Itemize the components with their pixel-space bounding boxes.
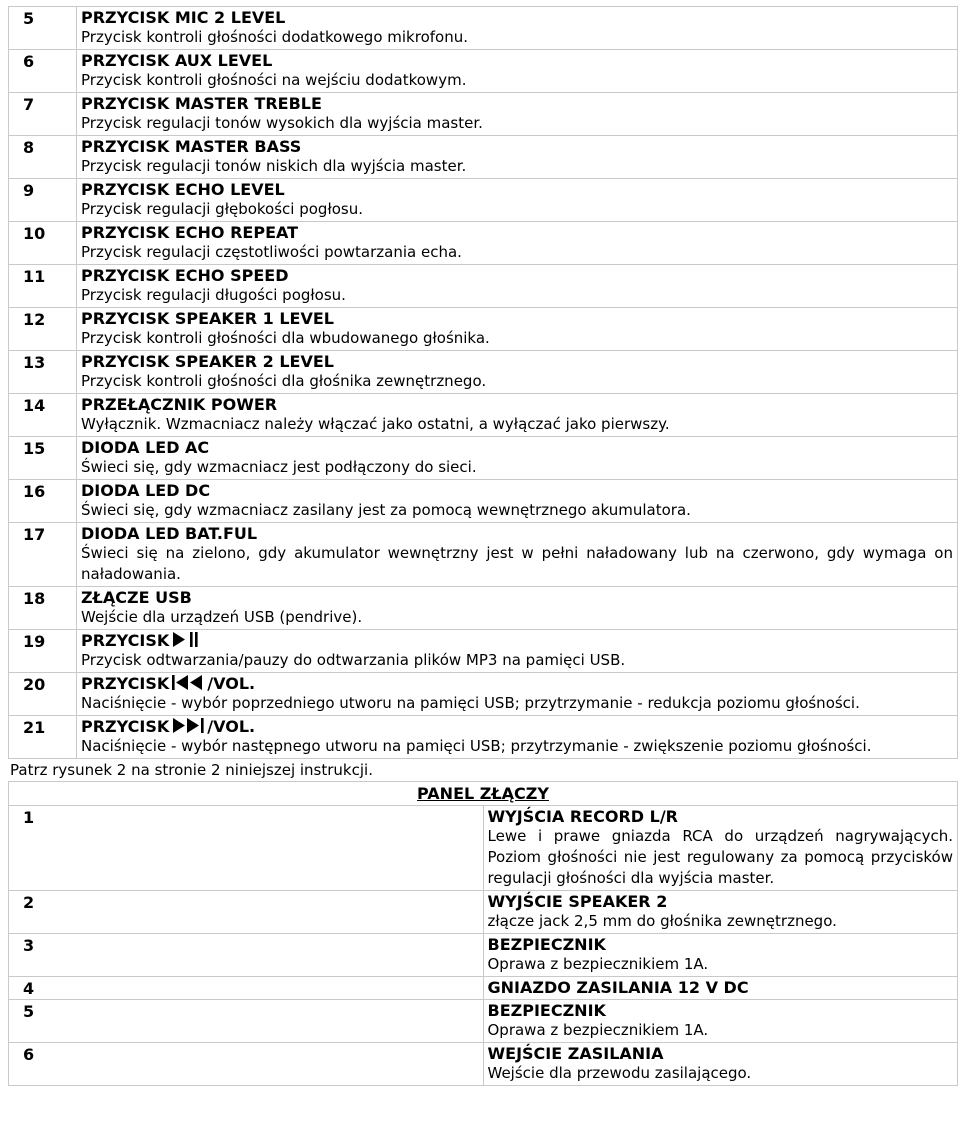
next-track-icon — [171, 717, 205, 734]
item-description: Wyłącznik. Wzmacniacz należy włączać jako ostatni, a wyłączać jako pierwszy. — [81, 415, 670, 433]
item-body — [483, 1043, 958, 1086]
item-title — [81, 717, 953, 736]
item-title: DIODA LED AC — [81, 438, 210, 457]
item-number: 17 — [9, 523, 77, 587]
item-number: 4 — [9, 977, 484, 1000]
item-description: Przycisk regulacji tonów niskich dla wyjścia master. — [81, 157, 467, 175]
item-body — [483, 1000, 958, 1043]
item-title: PRZYCISK SPEAKER 1 LEVEL — [81, 309, 334, 328]
item-body — [77, 630, 958, 673]
connectors-row — [9, 891, 958, 934]
item-body — [483, 806, 958, 891]
item-body — [77, 179, 958, 222]
item-number: 11 — [9, 265, 77, 308]
item-title-suffix: /VOL. — [207, 674, 256, 693]
connectors-row — [9, 806, 958, 891]
item-body — [77, 308, 958, 351]
item-body — [77, 716, 958, 759]
item-title: ZŁĄCZE USB — [81, 588, 192, 607]
play-pause-icon — [171, 631, 201, 648]
item-body — [77, 437, 958, 480]
item-number: 6 — [9, 1043, 484, 1086]
item-number: 8 — [9, 136, 77, 179]
item-number: 3 — [9, 934, 484, 977]
item-title: BEZPIECZNIK — [487, 1001, 606, 1020]
item-description: Świeci się na zielono, gdy akumulator wewnętrzny jest w pełni naładowany lub na czerwono, gdy wymaga on naładowania. — [81, 544, 953, 583]
item-body — [77, 93, 958, 136]
item-description: Oprawa z bezpiecznikiem 1A. — [487, 955, 709, 973]
controls-row — [9, 265, 958, 308]
item-title-prefix: PRZYCISK — [81, 631, 170, 650]
item-body — [77, 136, 958, 179]
controls-table — [8, 6, 958, 759]
item-body — [483, 934, 958, 977]
item-title-prefix: PRZYCISK — [81, 674, 170, 693]
figure-reference-note — [8, 760, 958, 781]
connectors-row — [9, 977, 958, 1000]
item-description: Lewe i prawe gniazda RCA do urządzeń nagrywających. Poziom głośności nie jest regulowany za pomocą przycisków regulacji głośności dla wyjścia master. — [487, 827, 953, 887]
controls-row — [9, 50, 958, 93]
item-number: 1 — [9, 806, 484, 891]
item-description: złącze jack 2,5 mm do głośnika zewnętrznego. — [487, 912, 837, 930]
item-title: DIODA LED DC — [81, 481, 211, 500]
item-title — [81, 631, 953, 650]
connectors-row — [9, 1043, 958, 1086]
controls-row — [9, 587, 958, 630]
controls-row — [9, 179, 958, 222]
item-title: DIODA LED BAT.FUL — [81, 524, 258, 543]
item-number: 14 — [9, 394, 77, 437]
item-title: PRZYCISK ECHO LEVEL — [81, 180, 285, 199]
controls-table-body — [9, 7, 958, 759]
item-number: 10 — [9, 222, 77, 265]
item-body — [77, 265, 958, 308]
controls-row — [9, 93, 958, 136]
item-title: BEZPIECZNIK — [487, 935, 606, 954]
item-number: 5 — [9, 7, 77, 50]
item-body — [77, 222, 958, 265]
note-text: Patrz rysunek 2 na stronie 2 niniejszej instrukcji. — [10, 761, 373, 779]
item-title: PRZEŁĄCZNIK POWER — [81, 395, 278, 414]
item-body — [77, 7, 958, 50]
connectors-row — [9, 1000, 958, 1043]
item-body — [77, 587, 958, 630]
item-body — [483, 891, 958, 934]
controls-row — [9, 523, 958, 587]
item-body — [483, 977, 958, 1000]
connectors-table — [8, 781, 958, 1086]
item-title: PRZYCISK AUX LEVEL — [81, 51, 273, 70]
item-description: Naciśnięcie - wybór następnego utworu na pamięci USB; przytrzymanie - zwiększenie poziomu głośności. — [81, 737, 872, 755]
item-number: 2 — [9, 891, 484, 934]
item-number: 6 — [9, 50, 77, 93]
item-number: 18 — [9, 587, 77, 630]
item-title-prefix: PRZYCISK — [81, 717, 170, 736]
item-title — [81, 674, 953, 693]
controls-row — [9, 308, 958, 351]
item-body — [77, 673, 958, 716]
item-title: GNIAZDO ZASILANIA 12 V DC — [487, 978, 749, 997]
item-number: 9 — [9, 179, 77, 222]
item-number: 20 — [9, 673, 77, 716]
item-description: Przycisk regulacji częstotliwości powtarzania echa. — [81, 243, 462, 261]
item-description: Przycisk kontroli głośności dodatkowego mikrofonu. — [81, 28, 468, 46]
item-number: 19 — [9, 630, 77, 673]
item-description: Przycisk odtwarzania/pauzy do odtwarzania plików MP3 na pamięci USB. — [81, 651, 626, 669]
controls-row — [9, 716, 958, 759]
item-number: 15 — [9, 437, 77, 480]
controls-row — [9, 673, 958, 716]
item-number: 21 — [9, 716, 77, 759]
item-description: Wejście dla przewodu zasilającego. — [487, 1064, 752, 1082]
item-body — [77, 523, 958, 587]
controls-row — [9, 222, 958, 265]
controls-row — [9, 480, 958, 523]
controls-row — [9, 437, 958, 480]
item-body — [77, 351, 958, 394]
item-title: WEJŚCIE ZASILANIA — [487, 1044, 664, 1063]
controls-row — [9, 394, 958, 437]
item-description: Świeci się, gdy wzmacniacz zasilany jest za pomocą wewnętrznego akumulatora. — [81, 501, 691, 519]
controls-row — [9, 7, 958, 50]
item-body — [77, 394, 958, 437]
item-description: Naciśnięcie - wybór poprzedniego utworu na pamięci USB; przytrzymanie - redukcja poziomu głośności. — [81, 694, 860, 712]
item-title: WYJŚCIE SPEAKER 2 — [487, 892, 668, 911]
manual-page — [8, 6, 958, 1086]
item-number: 5 — [9, 1000, 484, 1043]
item-title: PRZYCISK ECHO REPEAT — [81, 223, 299, 242]
connectors-heading: PANEL ZŁĄCZY — [9, 782, 958, 806]
controls-row — [9, 136, 958, 179]
item-number: 16 — [9, 480, 77, 523]
item-description: Przycisk kontroli głośności dla wbudowanego głośnika. — [81, 329, 490, 347]
item-description: Przycisk kontroli głośności dla głośnika zewnętrznego. — [81, 372, 487, 390]
controls-row — [9, 630, 958, 673]
item-description: Przycisk kontroli głośności na wejściu dodatkowym. — [81, 71, 467, 89]
item-title: PRZYCISK MASTER BASS — [81, 137, 302, 156]
connectors-row — [9, 934, 958, 977]
item-body — [77, 50, 958, 93]
item-title: PRZYCISK ECHO SPEED — [81, 266, 289, 285]
item-description: Przycisk regulacji głębokości pogłosu. — [81, 200, 363, 218]
item-title: PRZYCISK SPEAKER 2 LEVEL — [81, 352, 334, 371]
previous-track-icon — [171, 674, 205, 691]
item-number: 13 — [9, 351, 77, 394]
item-description: Przycisk regulacji długości pogłosu. — [81, 286, 346, 304]
item-number: 12 — [9, 308, 77, 351]
item-title: WYJŚCIA RECORD L/R — [487, 807, 678, 826]
item-description: Wejście dla urządzeń USB (pendrive). — [81, 608, 363, 626]
item-title: PRZYCISK MASTER TREBLE — [81, 94, 322, 113]
controls-row — [9, 351, 958, 394]
item-description: Świeci się, gdy wzmacniacz jest podłączony do sieci. — [81, 458, 477, 476]
item-description: Oprawa z bezpiecznikiem 1A. — [487, 1021, 709, 1039]
item-description: Przycisk regulacji tonów wysokich dla wyjścia master. — [81, 114, 483, 132]
item-body — [77, 480, 958, 523]
item-title: PRZYCISK MIC 2 LEVEL — [81, 8, 286, 27]
item-title-suffix: /VOL. — [207, 717, 256, 736]
item-number: 7 — [9, 93, 77, 136]
connectors-heading-row — [9, 782, 958, 806]
connectors-table-body — [9, 782, 958, 1086]
